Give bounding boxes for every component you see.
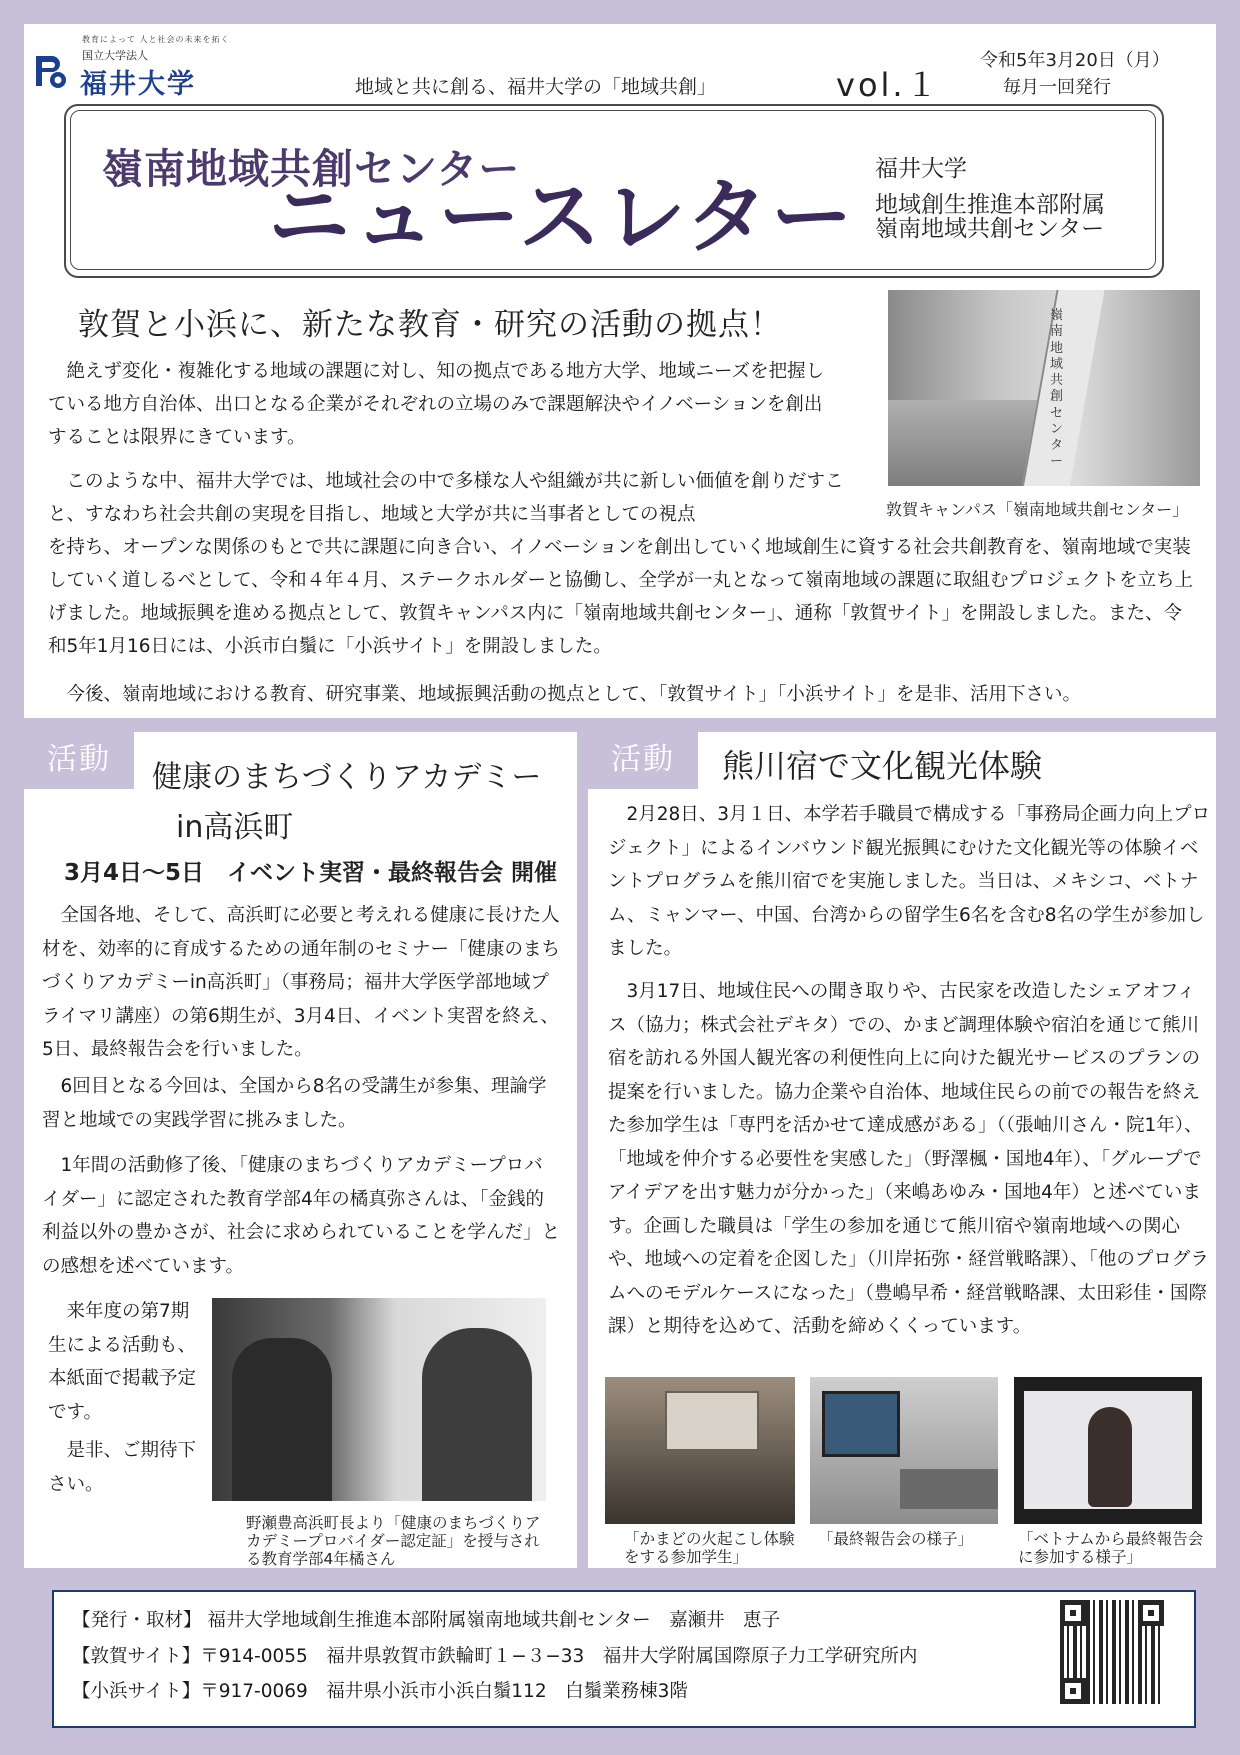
certificate-award-photo-caption: 野瀬豊高浜町長より「健康のまちづくりアカデミープロバイダー認定証」を授与される教育学部4年橘さん: [246, 1514, 541, 1568]
newsletter-subtitle: 地域と共に創る、福井大学の「地域共創」: [355, 76, 717, 98]
vietnam-online-participant-photo: [1014, 1377, 1202, 1524]
tsuruga-site-address: 【敦賀サイト】〒914-0055 福井県敦賀市鉄輪町１−３−33 福井大学附属国際原子力工学研究所内: [72, 1646, 918, 1667]
center-sign-photo: [888, 290, 1200, 486]
final-report-meeting-photo-caption: 「最終報告会の様子」: [818, 1530, 974, 1548]
center-name: 嶺南地域共創センター: [102, 145, 521, 193]
activity-left-paragraph-3: 1年間の活動修了後、「健康のまちづくりアカデミープロバイダー」に認定された教育学部4年の橘真弥さんは、「金銭的利益以外の豊かさが、社会に求められていることを学んだ」との感想を述べています。: [42, 1155, 561, 1277]
kamado-fire-photo: [605, 1377, 795, 1524]
activity-left-title-line-2: in高浜町: [176, 810, 294, 845]
issue-date: 令和5年3月20日（月）: [980, 50, 1170, 71]
volume-number: vol.１: [836, 66, 941, 104]
activity-tag-left: 活動: [24, 731, 134, 789]
kamado-fire-photo-caption: 「かまどの火起こし体験をする参加学生」: [624, 1530, 795, 1566]
newsletter-title: ニュースレター: [268, 170, 856, 265]
activity-right-title: 熊川宿で文化観光体験: [722, 747, 1043, 785]
issue-frequency: 毎月一回発行: [1003, 77, 1111, 98]
logo-corporation: 国立大学法人: [82, 49, 148, 62]
activity-left-paragraph-4: 来年度の第7期生による活動も、本紙面で掲載予定です。: [48, 1301, 197, 1423]
publisher-line-3: 嶺南地域共創センター: [875, 216, 1105, 242]
lead-paragraph-3: を持ち、オープンな関係のもとで共に課題に向き合い、イノベーションを創出していく地域創生に資する社会共創教育を、嶺南地域で実装していく道しるべとして、令和４年４月、ステークホルダーと協働し、全学が一丸となって嶺南地域の課題に取組むプロジェクトを立ち上げました。地域振興を進める拠点として、敦賀キャンパス内に「嶺南地域共創センター」、通称「敦賀サイト」を開設しました。また、令和5年1月16日には、小浜市白鬚に「小浜サイト」を開設しました。: [48, 537, 1194, 657]
activity-right-paragraph-2: 3月17日、地域住民への聞き取りや、古民家を改造したシェアオフィス（協力；株式会社デキタ）での、かまど調理体験や宿泊を通じて熊川宿を訪れる外国人観光客の利便性向上に向けた観光サービスのプランの提案を行いました。協力企業や自治体、地域住民らの前での報告を終えた参加学生は「専門を活かせて達成感がある」（（張岫川さん・院1年）、「地域を仲介する必要性を実感した」（野澤楓・国地4年）、「グループでアイデアを出す魅力が分かった」（来嶋あゆみ・国地4年）と述べています。企画した職員は「学生の参加を通じて熊川宿や嶺南地域への関心や、地域への定着を企図した」（川岸拓弥・経営戦略課）、「他のプログラムへのモデルケースになった」（豊嶋早希・経営戦略課、太田彩佳・国際課）と期待を込めて、活動を締めくくっています。: [608, 981, 1209, 1337]
lead-paragraph-4: 今後、嶺南地域における教育、研究事業、地域振興活動の拠点として、「敦賀サイト」「小浜サイト」を是非、活用下さい。: [48, 684, 1082, 705]
publisher-info-line-1: 【発行・取材】 福井大学地域創生推進本部附属嶺南地域共創センター 嘉瀬井 恵子: [72, 1610, 781, 1631]
final-report-meeting-photo: [810, 1377, 998, 1524]
activity-left-subtitle: 3月4日～5日 イベント実習・最終報告会 開催: [64, 860, 558, 886]
logo-tagline: 教育によって 人と社会の未来を拓く: [82, 35, 230, 44]
obama-site-address: 【小浜サイト】〒917-0069 福井県小浜市小浜白鬚112 白鬚業務棟3階: [72, 1681, 688, 1702]
lead-headline: 敦賀と小浜に、新たな教育・研究の活動の拠点！: [78, 307, 782, 343]
activity-left-paragraph-2: 6回目となる今回は、全国から8名の受講生が参集、理論学習と地域での実践学習に挑みました。: [42, 1076, 547, 1131]
activity-tag-right: 活動: [588, 731, 698, 789]
certificate-award-photo: [212, 1298, 546, 1501]
lead-paragraph-1: 絶えず変化・複雑化する地域の課題に対し、知の拠点である地方大学、地域ニーズを把握している地方自治体、出口となる企業がそれぞれの立場のみで課題解決やイノベーションを創出することは限界にきています。: [48, 361, 825, 448]
publisher-line-2: 地域創生推進本部附属: [875, 192, 1105, 218]
activity-left-paragraph-1: 全国各地、そして、高浜町に必要と考えれる健康に長けた人材を、効率的に育成するための通年制のセミナー「健康のまちづくりアカデミーin高浜町」（事務局；福井大学医学部地域プライマリ講座）の第6期生が、3月4日、イベント実習を終え、5日、最終報告会を行いました。: [42, 905, 561, 1060]
vietnam-online-participant-photo-caption: 「ベトナムから最終報告会に参加する様子」: [1018, 1530, 1204, 1566]
activity-left-title-line-1: 健康のまちづくりアカデミー: [152, 760, 542, 795]
center-sign-photo-caption: 敦賀キャンパス「嶺南地域共創センター」: [886, 500, 1189, 519]
qr-code-icon[interactable]: [1060, 1600, 1164, 1704]
photo-sign-text: 嶺南地域共創センター: [1050, 308, 1064, 470]
university-logo-icon: [28, 50, 70, 92]
activity-right-paragraph-1: 2月28日、3月１日、本学若手職員で構成する「事務局企画力向上プロジェクト」によるインバウンド観光振興にむけた文化観光等の体験イベントプログラムを熊川宿でを実施しました。当日は、メキシコ、ベトナム、ミャンマー、中国、台湾からの留学生6名を含む8名の学生が参加しました。: [608, 804, 1211, 959]
lead-paragraph-2: このような中、福井大学では、地域社会の中で多様な人や組織が共に新しい価値を創りだすこと、すなわち社会共創の実現を目指し、地域と大学が共に当事者としての視点: [48, 471, 844, 525]
activity-left-paragraph-5: 是非、ご期待下さい。: [48, 1440, 197, 1495]
publisher-line-1: 福井大学: [875, 156, 967, 182]
logo-university-name: 福井大学: [80, 69, 196, 100]
